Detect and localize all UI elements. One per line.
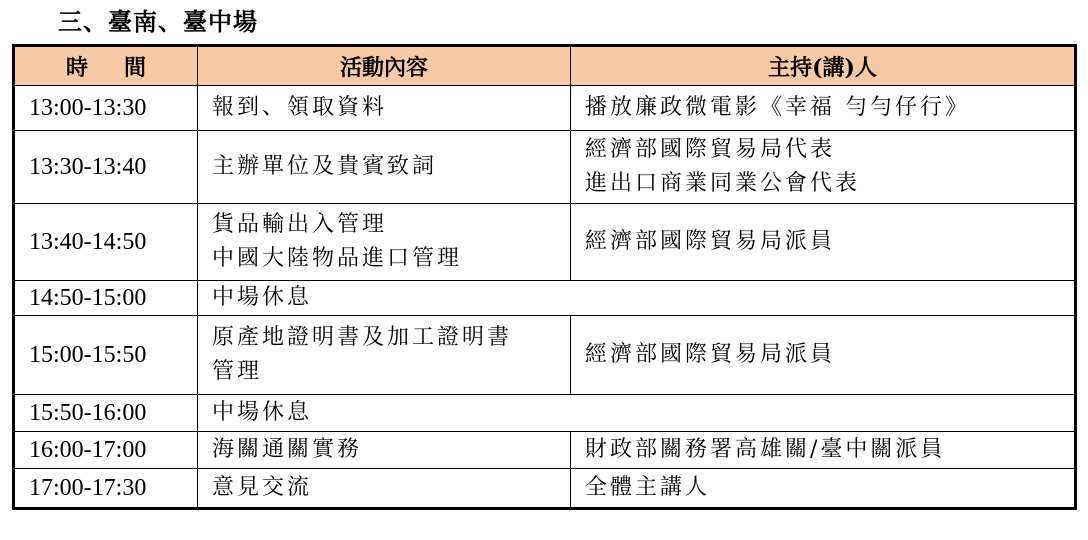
time-cell: 15:50-16:00 xyxy=(14,395,198,432)
time-cell: 13:40-14:50 xyxy=(14,204,198,281)
host-cell: 財政部關務署高雄關/臺中關派員 xyxy=(571,432,1076,469)
time-cell: 17:00-17:30 xyxy=(14,469,198,509)
host-cell: 播放廉政微電影《幸福 勻勻仔行》 xyxy=(571,86,1076,131)
table-header-row xyxy=(14,46,1076,86)
host-cell: 經濟部國際貿易局代表 進出口商業同業公會代表 xyxy=(571,131,1076,204)
activity-cell: 原產地證明書及加工證明書 管理 xyxy=(198,316,571,395)
section-title: 三、臺南、臺中場 xyxy=(58,7,258,36)
table-row xyxy=(14,131,1076,204)
schedule-table xyxy=(12,44,1077,510)
table-row xyxy=(14,469,1076,509)
host-cell: 經濟部國際貿易局派員 xyxy=(571,316,1076,395)
activity-cell: 主辦單位及貴賓致詞 xyxy=(198,131,571,204)
break-cell: 中場休息 xyxy=(198,281,1076,316)
table-row xyxy=(14,86,1076,131)
activity-cell: 報到、領取資料 xyxy=(198,86,571,131)
table-row xyxy=(14,281,1076,316)
break-cell: 中場休息 xyxy=(198,395,1076,432)
table-row xyxy=(14,316,1076,395)
host-cell: 全體主講人 xyxy=(571,469,1076,509)
time-cell: 15:00-15:50 xyxy=(14,316,198,395)
header-host: 主持(講)人 xyxy=(571,46,1076,86)
header-time: 時 間 xyxy=(14,46,198,86)
activity-cell: 意見交流 xyxy=(198,469,571,509)
table-row xyxy=(14,432,1076,469)
time-cell: 13:00-13:30 xyxy=(14,86,198,131)
time-cell: 13:30-13:40 xyxy=(14,131,198,204)
header-activity: 活動內容 xyxy=(198,46,571,86)
time-cell: 16:00-17:00 xyxy=(14,432,198,469)
table-row xyxy=(14,204,1076,281)
host-cell: 經濟部國際貿易局派員 xyxy=(571,204,1076,281)
activity-cell: 海關通關實務 xyxy=(198,432,571,469)
activity-cell: 貨品輸出入管理 中國大陸物品進口管理 xyxy=(198,204,571,281)
table-row xyxy=(14,395,1076,432)
time-cell: 14:50-15:00 xyxy=(14,281,198,316)
